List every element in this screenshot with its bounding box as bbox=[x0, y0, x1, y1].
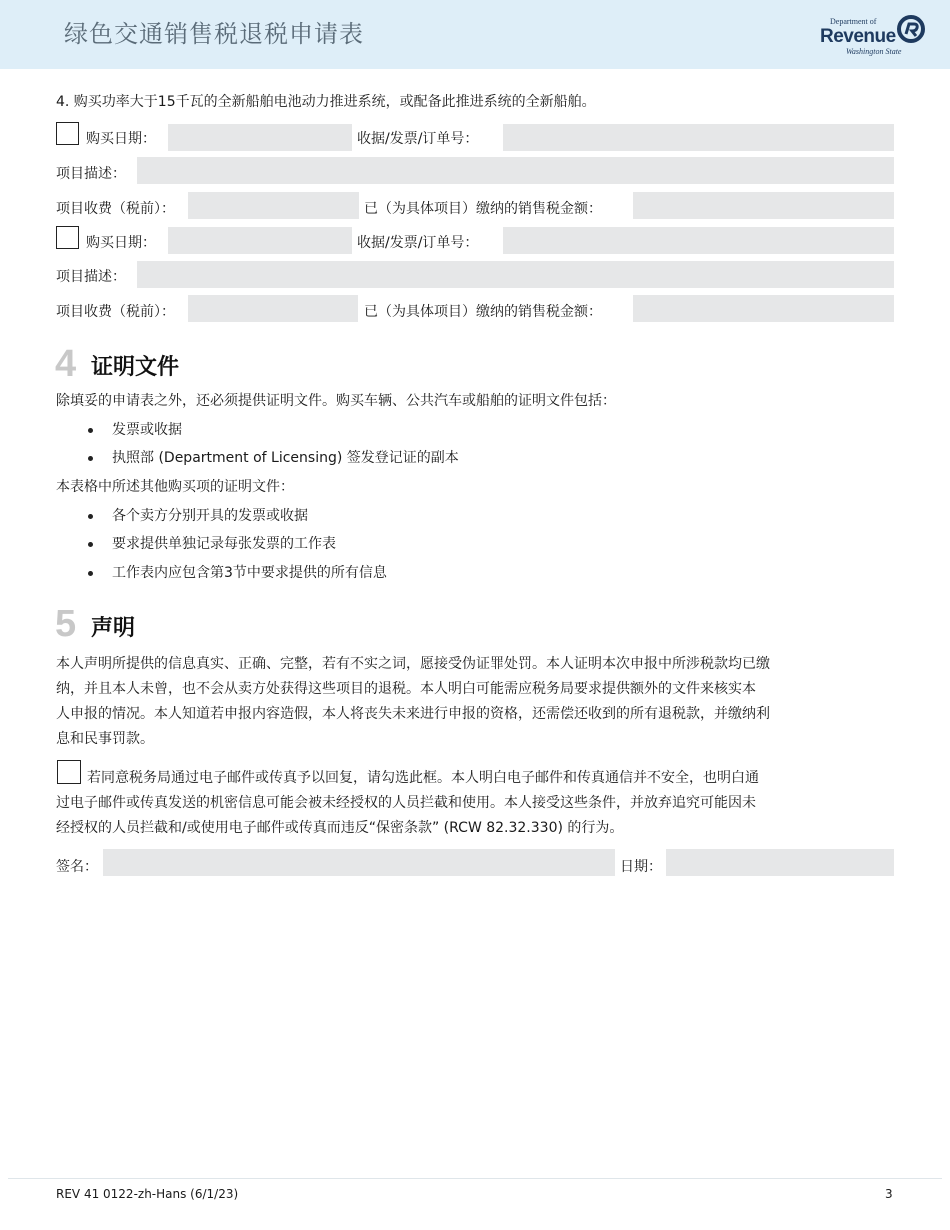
bullet-dot bbox=[88, 428, 93, 433]
section4-title: 证明文件 bbox=[91, 355, 180, 380]
purchase-date-label: 购买日期： bbox=[86, 131, 156, 147]
description-field[interactable] bbox=[137, 261, 894, 288]
section4-intro: 除填妥的申请表之外，还必须提供证明文件。购买车辆、公共汽车或船舶的证明文件包括： bbox=[56, 393, 616, 409]
page-number: 3 bbox=[885, 1187, 893, 1201]
bullet-dot bbox=[88, 514, 93, 519]
logo-emblem-icon bbox=[896, 14, 926, 44]
tax-paid-label: 已（为具体项目）缴纳的销售税金额： bbox=[364, 201, 602, 217]
consent-line: 若同意税务局通过电子邮件或传真予以回复，请勾选此框。本人明白电子邮件和传真通信并不安全，也明白通 bbox=[87, 770, 759, 786]
doc-list-item: 工作表内应包含第3节中要求提供的所有信息 bbox=[112, 565, 387, 581]
consent-line: 经授权的人员拦截和/或使用电子邮件或传真而违反“保密条款” (RCW 82.32.330) 的行为。 bbox=[56, 820, 624, 836]
consent-line: 过电子邮件或传真发送的机密信息可能会被未经授权的人员拦截和使用。本人接受这些条件，并放弃追究可能因未 bbox=[56, 795, 756, 811]
doc-list-item: 各个卖方分别开具的发票或收据 bbox=[112, 508, 308, 524]
receipt-label: 收据/发票/订单号： bbox=[357, 131, 479, 147]
purchase-date-label: 购买日期： bbox=[86, 235, 156, 251]
description-field[interactable] bbox=[137, 157, 894, 184]
purchase-date-field[interactable] bbox=[168, 124, 352, 151]
charge-label: 项目收费（税前）： bbox=[56, 201, 175, 217]
section4-other-intro: 本表格中所述其他购买项的证明文件： bbox=[56, 479, 294, 495]
signature-label: 签名： bbox=[56, 859, 98, 875]
receipt-number-field[interactable] bbox=[503, 227, 894, 254]
tax-paid-field[interactable] bbox=[633, 192, 894, 219]
tax-paid-field[interactable] bbox=[633, 295, 894, 322]
item4-row2-checkbox[interactable] bbox=[56, 226, 79, 249]
form-id: REV 41 0122-zh-Hans (6/1/23) bbox=[56, 1187, 239, 1201]
logo-dept-text: Department of bbox=[830, 17, 877, 26]
charge-field[interactable] bbox=[188, 192, 359, 219]
bullet-dot bbox=[88, 456, 93, 461]
bullet-dot bbox=[88, 571, 93, 576]
receipt-label: 收据/发票/订单号： bbox=[357, 235, 479, 251]
date-label: 日期： bbox=[620, 859, 662, 875]
receipt-number-field[interactable] bbox=[503, 124, 894, 151]
signature-field[interactable] bbox=[103, 849, 615, 876]
doc-list-item: 发票或收据 bbox=[112, 422, 182, 438]
item4-row1-checkbox[interactable] bbox=[56, 122, 79, 145]
email-consent-checkbox[interactable] bbox=[57, 760, 81, 784]
declaration-line: 本人声明所提供的信息真实、正确、完整，若有不实之词，愿接受伪证罪处罚。本人证明本次申报中所涉税款均已缴 bbox=[56, 656, 770, 672]
section5-number: 5 bbox=[55, 603, 77, 645]
declaration-line: 息和民事罚款。 bbox=[56, 731, 154, 747]
item4-heading: 4. 购买功率大于15千瓦的全新船舶电池动力推进系统，或配备此推进系统的全新船舶。 bbox=[56, 94, 596, 110]
dor-logo bbox=[818, 14, 928, 58]
section5-title: 声明 bbox=[91, 616, 136, 641]
declaration-line: 人申报的情况。本人知道若申报内容造假，本人将丧失未来进行申报的资格，还需偿还收到的所有退税款，并缴纳利 bbox=[56, 706, 770, 722]
description-label: 项目描述： bbox=[56, 269, 126, 285]
description-label: 项目描述： bbox=[56, 166, 126, 182]
charge-field[interactable] bbox=[188, 295, 358, 322]
section4-number: 4 bbox=[55, 343, 77, 385]
form-title: 绿色交通销售税退税申请表 bbox=[64, 20, 364, 48]
charge-label: 项目收费（税前）： bbox=[56, 304, 175, 320]
date-field[interactable] bbox=[666, 849, 894, 876]
footer-divider bbox=[8, 1178, 942, 1179]
doc-list-item: 要求提供单独记录每张发票的工作表 bbox=[112, 536, 336, 552]
tax-paid-label: 已（为具体项目）缴纳的销售税金额： bbox=[364, 304, 602, 320]
page-header bbox=[0, 0, 950, 69]
bullet-dot bbox=[88, 542, 93, 547]
purchase-date-field[interactable] bbox=[168, 227, 352, 254]
logo-state-text: Washington State bbox=[846, 47, 902, 56]
doc-list-item: 执照部 (Department of Licensing) 签发登记证的副本 bbox=[112, 450, 459, 466]
declaration-line: 纳，并且本人未曾，也不会从卖方处获得这些项目的退税。本人明白可能需应税务局要求提供额外的文件来核实本 bbox=[56, 681, 756, 697]
logo-revenue-text: Revenue bbox=[820, 26, 896, 47]
